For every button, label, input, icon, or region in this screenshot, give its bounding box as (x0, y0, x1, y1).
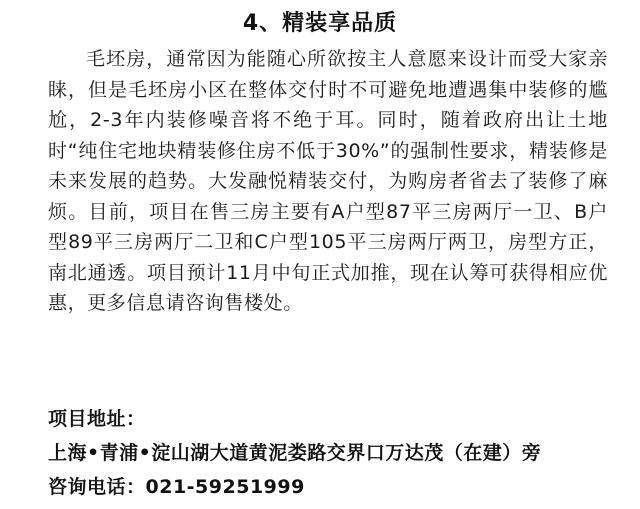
address-value: 上海•青浦•淀山湖大道黄泥娄路交界口万达茂（在建）旁 (48, 442, 542, 464)
phone-line (48, 470, 628, 504)
address-label: 项目地址： (48, 408, 146, 430)
phone-label: 咨询电话： (48, 476, 146, 498)
section-title: 4、精装享品质 (242, 11, 398, 36)
article-paragraph: 毛坯房，通常因为能随心所欲按主人意愿来设计而受大家亲睐，但是毛坯房小区在整体交付时不可避免地遭遇集中装修的尴尬，2-3年内装修噪音将不绝于耳。同时，随着政府出让土地时“纯住宅地块精装修住房不低于30%”的强制性要求，精装修是未来发展的趋势。大发融悦精装交付，为购房者省去了装修了麻烦。目前，项目在售三房主要有A户型87平三房两厅一卫、B户型89平三房两厅二卫和C户型105平三房两厅两卫，房型方正，南北通透。项目预计11月中旬正式加推，现在认筹可获得相应优惠，更多信息请咨询售楼处。 (48, 48, 608, 314)
phone-number: 021-59251999 (145, 476, 305, 498)
contact-info (48, 402, 628, 504)
